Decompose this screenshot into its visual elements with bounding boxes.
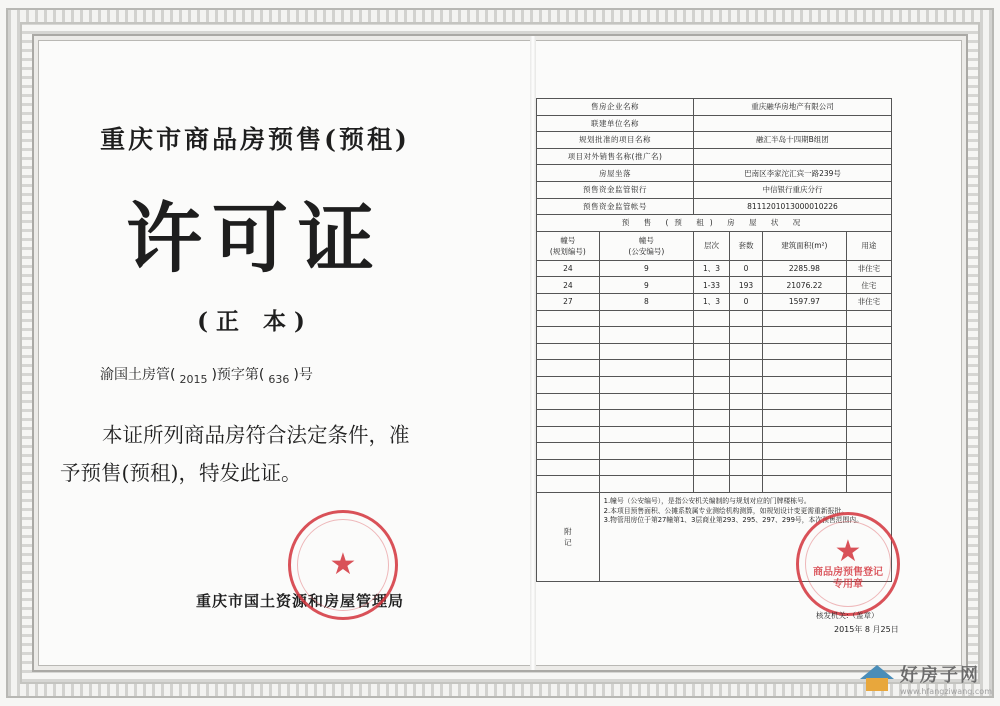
info-row [537, 115, 892, 132]
empty-cell [846, 327, 891, 344]
certificate-main-heading: 许可证 [126, 194, 384, 283]
star-icon: ★ [834, 534, 862, 569]
empty-cell [693, 476, 729, 493]
watermark-url: www.hfangziwang.com [899, 687, 992, 696]
empty-cell [537, 376, 600, 393]
table-cell: 2285.98 [762, 260, 846, 277]
empty-cell [762, 343, 846, 360]
empty-cell [730, 476, 763, 493]
empty-row [537, 310, 892, 327]
table-row [537, 260, 892, 277]
table-cell: 27 [537, 293, 600, 310]
empty-cell [537, 343, 600, 360]
empty-cell [730, 360, 763, 377]
empty-cell [730, 459, 763, 476]
remark-1: 1.幢号（公安编号），是指公安机关编制的与规划对应的门牌楼栋号。 [603, 497, 811, 506]
star-icon: ★ [329, 547, 357, 582]
empty-cell [762, 327, 846, 344]
info-row [537, 181, 892, 198]
empty-cell [599, 426, 693, 443]
empty-cell [599, 393, 693, 410]
empty-cell [537, 327, 600, 344]
empty-cell [846, 343, 891, 360]
empty-cell [599, 343, 693, 360]
empty-cell [599, 410, 693, 427]
empty-cell [762, 426, 846, 443]
empty-cell [693, 360, 729, 377]
seal-line-2: 专用章 [833, 579, 863, 590]
info-row [537, 165, 892, 182]
serial-year: 2015 [179, 373, 208, 386]
empty-cell [537, 459, 600, 476]
info-value [693, 148, 891, 165]
info-label: 房屋坐落 [537, 165, 694, 182]
empty-cell [846, 476, 891, 493]
table-cell: 1-33 [693, 277, 729, 294]
empty-cell [730, 426, 763, 443]
table-cell: 193 [730, 277, 763, 294]
watermark-title: 好房子网 [899, 665, 980, 686]
table-cell: 9 [599, 277, 693, 294]
table-row [537, 277, 892, 294]
empty-cell [762, 376, 846, 393]
empty-cell [762, 476, 846, 493]
empty-cell [762, 410, 846, 427]
empty-cell [537, 443, 600, 460]
info-value: 融汇半岛十四期B组团 [693, 132, 891, 149]
copy-type: (正 本) [197, 308, 313, 335]
empty-cell [537, 410, 600, 427]
empty-cell [846, 443, 891, 460]
empty-cell [693, 459, 729, 476]
empty-row [537, 393, 892, 410]
table-cell: 0 [730, 293, 763, 310]
info-label: 售房企业名称 [537, 99, 694, 116]
column-header: 幢号 (规划编号) [537, 231, 600, 260]
empty-cell [599, 360, 693, 377]
table-cell: 0 [730, 260, 763, 277]
empty-cell [693, 410, 729, 427]
empty-cell [599, 376, 693, 393]
info-label: 规划批准的项目名称 [537, 132, 694, 149]
info-label: 项目对外销售名称(推广名) [537, 148, 694, 165]
house-logo-icon [858, 665, 896, 693]
empty-cell [846, 426, 891, 443]
empty-row [537, 410, 892, 427]
table-cell: 1、3 [693, 260, 729, 277]
empty-cell [846, 360, 891, 377]
remark-3: 3.物管用房位于第27幢第1、3层商业第293、295、297、299号，本次预售范围内。 [603, 516, 863, 525]
empty-cell [693, 343, 729, 360]
empty-cell [762, 459, 846, 476]
empty-row [537, 426, 892, 443]
table-cell: 住宅 [846, 277, 891, 294]
empty-cell [693, 393, 729, 410]
empty-cell [599, 443, 693, 460]
empty-cell [730, 376, 763, 393]
info-label: 预售资金监管帐号 [537, 198, 694, 215]
empty-cell [846, 410, 891, 427]
presale-info-table [536, 98, 892, 582]
empty-cell [762, 310, 846, 327]
serial-number: 636 [268, 373, 290, 386]
serial-mid: )预字第( [211, 367, 265, 383]
authority-seal [288, 510, 398, 620]
info-row [537, 198, 892, 215]
empty-cell [730, 310, 763, 327]
empty-cell [693, 310, 729, 327]
column-header: 层次 [693, 231, 729, 260]
seal-line-1: 商品房预售登记 [813, 567, 883, 578]
empty-cell [599, 327, 693, 344]
info-label: 联建单位名称 [537, 115, 694, 132]
section-title: 预 售 (预 租) 房 屋 状 况 [537, 215, 892, 232]
info-label: 预售资金监管银行 [537, 181, 694, 198]
remark-2: 2.本项目预售面积、公摊系数属专业测绘机构测算，如规划设计变更需重新报批。 [603, 506, 849, 515]
info-row [537, 132, 892, 149]
empty-row [537, 360, 892, 377]
empty-cell [730, 343, 763, 360]
info-value [693, 115, 891, 132]
empty-row [537, 343, 892, 360]
empty-cell [846, 459, 891, 476]
empty-cell [599, 476, 693, 493]
remarks-label: 附 记 [537, 493, 600, 582]
table-cell: 8 [599, 293, 693, 310]
issuing-authority: 重庆市国土资源和房屋管理局 [196, 592, 405, 610]
issue-date: 2015年 8 月25日 [834, 625, 899, 634]
empty-cell [846, 310, 891, 327]
info-row [537, 99, 892, 116]
empty-row [537, 476, 892, 493]
table-cell: 非住宅 [846, 293, 891, 310]
empty-row [537, 376, 892, 393]
certificate-serial [100, 364, 313, 384]
empty-cell [762, 360, 846, 377]
info-value: 巴南区李家沱汇宾一路239号 [693, 165, 891, 182]
column-header: 建筑面积(m²) [762, 231, 846, 260]
info-value: 重庆融华房地产有限公司 [693, 99, 891, 116]
table-cell: 1597.97 [762, 293, 846, 310]
registration-seal [796, 512, 900, 616]
serial-prefix: 渝国土房管( [100, 367, 176, 383]
info-row [537, 148, 892, 165]
empty-cell [537, 393, 600, 410]
empty-cell [693, 443, 729, 460]
empty-cell [693, 376, 729, 393]
empty-cell [693, 426, 729, 443]
table-row [537, 293, 892, 310]
column-header: 用途 [846, 231, 891, 260]
table-cell: 1、3 [693, 293, 729, 310]
empty-cell [537, 360, 600, 377]
info-value: 中信银行重庆分行 [693, 181, 891, 198]
empty-cell [846, 376, 891, 393]
empty-cell [537, 310, 600, 327]
empty-cell [599, 310, 693, 327]
table-cell: 24 [537, 277, 600, 294]
empty-cell [693, 327, 729, 344]
empty-row [537, 443, 892, 460]
empty-cell [730, 410, 763, 427]
empty-row [537, 459, 892, 476]
table-cell: 21076.22 [762, 277, 846, 294]
empty-cell [730, 327, 763, 344]
info-value: 8111201013000010226 [693, 198, 891, 215]
issuing-signature: 核发机关:（盖章） [816, 611, 879, 620]
empty-row [537, 327, 892, 344]
certificate-title: 重庆市商品房预售(预租) [100, 125, 410, 154]
table-cell: 非住宅 [846, 260, 891, 277]
empty-cell [762, 443, 846, 460]
empty-cell [599, 459, 693, 476]
site-watermark [858, 661, 992, 696]
column-header: 套数 [730, 231, 763, 260]
column-header: 幢号 (公安编号) [599, 231, 693, 260]
body-line-2: 予预售(预租)，特发此证。 [60, 461, 302, 485]
empty-cell [730, 443, 763, 460]
empty-cell [730, 393, 763, 410]
table-cell: 24 [537, 260, 600, 277]
empty-cell [762, 393, 846, 410]
empty-cell [537, 476, 600, 493]
certificate-body [60, 416, 460, 492]
empty-cell [537, 426, 600, 443]
body-line-1: 本证所列商品房符合法定条件，准 [102, 423, 410, 447]
serial-suffix: )号 [293, 367, 313, 383]
table-cell: 9 [599, 260, 693, 277]
empty-cell [846, 393, 891, 410]
